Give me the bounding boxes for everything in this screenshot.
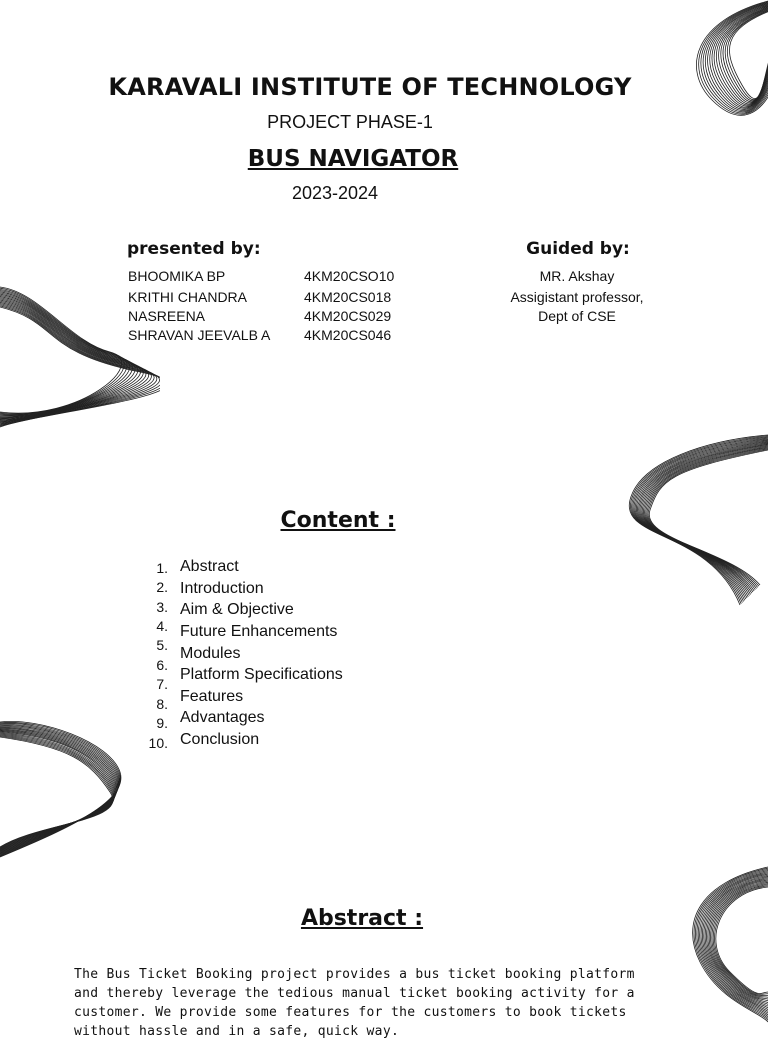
student-usn: 4KM20CS046 bbox=[304, 327, 392, 343]
content-heading: Content : bbox=[280, 508, 396, 533]
toc-number: 3. bbox=[156, 599, 168, 615]
institution-title: KARAVALI INSTITUTE OF TECHNOLOGY bbox=[108, 73, 632, 101]
toc-number: 4. bbox=[156, 618, 168, 634]
toc-item-abstract: Abstract bbox=[180, 558, 239, 575]
toc-number: 2. bbox=[156, 579, 168, 595]
toc-item-introduction: Introduction bbox=[180, 580, 264, 597]
toc-number: 9. bbox=[156, 715, 168, 731]
project-phase: PROJECT PHASE-1 bbox=[267, 112, 433, 132]
student-usn: 4KM20CS018 bbox=[304, 289, 392, 305]
toc-number: 5. bbox=[156, 637, 168, 653]
guided-by-heading: Guided by: bbox=[526, 239, 630, 259]
toc-item-aim-objective: Aim & Objective bbox=[180, 601, 294, 618]
toc-item-conclusion: Conclusion bbox=[180, 731, 260, 748]
toc-number: 1. bbox=[156, 560, 168, 576]
academic-year: 2023-2024 bbox=[291, 183, 379, 203]
student-usn: 4KM20CS029 bbox=[304, 308, 392, 324]
presented-by-heading: presented by: bbox=[127, 239, 261, 259]
toc-number: 6. bbox=[156, 657, 168, 673]
toc-number: 8. bbox=[156, 696, 168, 712]
guide-department: Dept of CSE bbox=[538, 308, 616, 324]
guide-designation: Assigistant professor, bbox=[510, 289, 644, 305]
student-name: NASREENA bbox=[128, 308, 206, 324]
wave-lines-icon bbox=[670, 862, 768, 1024]
abstract-heading: Abstract : bbox=[300, 906, 424, 931]
toc-item-platform-specifications: Platform Specifications bbox=[180, 666, 343, 683]
toc-number: 7. bbox=[156, 676, 168, 692]
wave-decoration-right-bottom bbox=[670, 862, 768, 1024]
wave-line bbox=[694, 868, 768, 1020]
student-usn: 4KM20CSO10 bbox=[304, 268, 395, 284]
abstract-paragraph: The Bus Ticket Booking project provides a bus ticket booking platform and thereby leverage the tedious manual ticket booking activity for a customer. We provide some features for the customers to book tickets without hassle and in a safe, quick way. bbox=[74, 967, 635, 1039]
toc-item-features: Features bbox=[180, 688, 244, 705]
student-name: BHOOMIKA BP bbox=[128, 268, 226, 284]
toc-item-modules: Modules bbox=[180, 645, 241, 662]
toc-number: 10. bbox=[148, 735, 168, 751]
toc-item-future-enhancements: Future Enhancements bbox=[180, 623, 338, 640]
student-name: KRITHI CHANDRA bbox=[128, 289, 248, 305]
toc-item-advantages: Advantages bbox=[180, 709, 265, 726]
student-name: SHRAVAN JEEVALB A bbox=[128, 327, 271, 343]
guide-name: MR. Akshay bbox=[539, 268, 615, 284]
project-title: BUS NAVIGATOR bbox=[247, 146, 459, 172]
